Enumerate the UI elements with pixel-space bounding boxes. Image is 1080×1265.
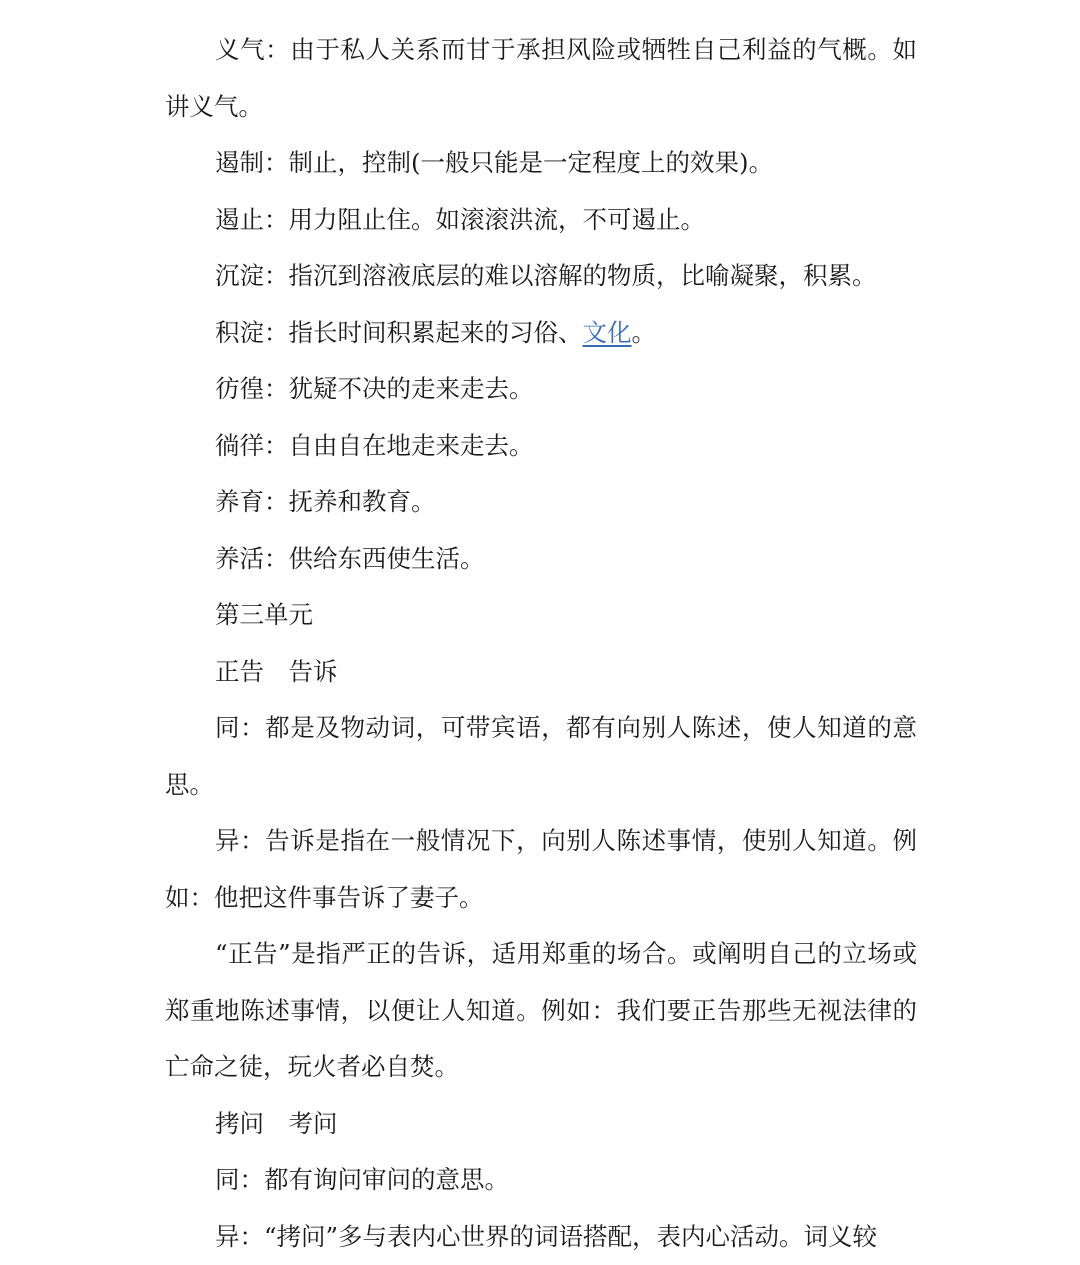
culture-link[interactable]: 文化: [583, 318, 632, 347]
paragraph-yangyu: 养育：抚养和教育。: [165, 474, 917, 531]
paragraph-jidian-end: 。: [632, 318, 657, 347]
paragraph-yiqi: 义气：由于私人关系而甘于承担风险或牺牲自己利益的气概。如讲义气。: [165, 22, 917, 135]
paragraph-ezhi-stop: 遏止：用力阻止住。如滚滚洪流，不可遏止。: [165, 192, 917, 249]
paragraph-similarity-1: 同：都是及物动词，可带宾语，都有向别人陈述，使人知道的意思。: [165, 700, 917, 813]
paragraph-difference-1: 异：告诉是指在一般情况下，向别人陈述事情，使别人知道。例如：他把这件事告诉了妻子。: [165, 813, 917, 926]
word-pair-kaowen: 拷问 考问: [165, 1096, 917, 1153]
paragraph-zhenggao-explain: “正告”是指严正的告诉，适用郑重的场合。或阐明自己的立场或郑重地陈述事情，以便让人知道。例如：我们要正告那些无视法律的亡命之徒，玩火者必自焚。: [165, 926, 917, 1096]
paragraph-similarity-2: 同：都有询问审问的意思。: [165, 1152, 917, 1209]
paragraph-panghuang: 彷徨：犹疑不决的走来走去。: [165, 361, 917, 418]
paragraph-changyang: 徜徉：自由自在地走来走去。: [165, 418, 917, 475]
document-page: [165, 22, 917, 1265]
section-heading-unit-three: 第三单元: [165, 587, 917, 644]
word-pair-zhenggao-gaosu: 正告 告诉: [165, 644, 917, 701]
paragraph-chendian: 沉淀：指沉到溶液底层的难以溶解的物质，比喻凝聚，积累。: [165, 248, 917, 305]
paragraph-yanghuo: 养活：供给东西使生活。: [165, 531, 917, 588]
paragraph-ezhi-control: 遏制：制止，控制(一般只能是一定程度上的效果)。: [165, 135, 917, 192]
paragraph-difference-2: 异：“拷问”多与表内心世界的词语搭配，表内心活动。词义较: [165, 1209, 917, 1265]
paragraph-jidian: [165, 305, 917, 362]
paragraph-jidian-text: 积淀：指长时间积累起来的习俗、: [215, 318, 583, 347]
